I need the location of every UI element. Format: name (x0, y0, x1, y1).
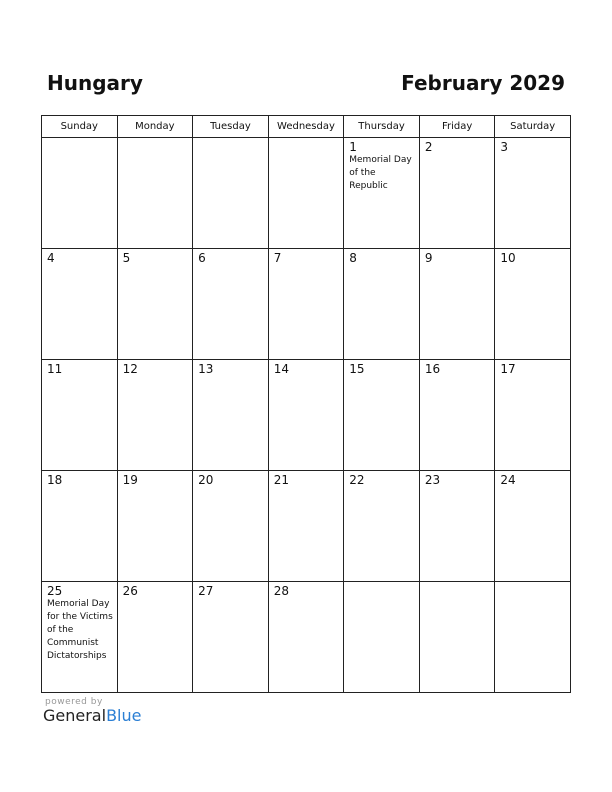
holiday-label: Memorial Day of the Republic (349, 155, 412, 191)
day-number: 4 (47, 251, 55, 265)
calendar-day-cell (495, 360, 571, 471)
calendar-day-cell (495, 471, 571, 582)
day-number: 21 (273, 473, 289, 487)
brand-part-general: General (43, 706, 107, 725)
calendar-day-cell (117, 582, 193, 693)
calendar-day-cell (419, 471, 495, 582)
calendar-day-cell (42, 471, 118, 582)
day-number (420, 582, 495, 584)
calendar-day-cell (193, 360, 269, 471)
calendar-day-cell (495, 582, 571, 693)
day-number: 18 (47, 473, 63, 487)
day-number: 10 (500, 251, 516, 265)
day-number: 11 (47, 362, 63, 376)
weekday-thursday: Thursday (344, 116, 420, 138)
calendar-day-cell (419, 138, 495, 249)
day-number: 23 (424, 473, 441, 487)
powered-by-text: powered by (45, 697, 103, 707)
day-number: 8 (349, 251, 357, 265)
calendar-day-cell (42, 138, 118, 249)
calendar-day-cell (193, 249, 269, 360)
day-number: 9 (424, 251, 433, 265)
day-number: 7 (273, 251, 282, 265)
calendar-day-cell (268, 249, 344, 360)
calendar-week-row (42, 360, 571, 471)
day-number (495, 582, 570, 584)
day-number: 25 (47, 584, 63, 598)
calendar-day-cell (344, 249, 420, 360)
calendar-day-cell (344, 471, 420, 582)
calendar-day-cell (117, 360, 193, 471)
holiday-label: Memorial Day for the Victims of the Communist Dictatorships (47, 599, 113, 661)
day-number: 20 (198, 473, 214, 487)
calendar-day-cell (42, 360, 118, 471)
weekday-saturday: Saturday (495, 116, 571, 138)
footer-branding (43, 697, 141, 725)
day-number: 22 (349, 473, 365, 487)
day-number: 12 (122, 362, 138, 376)
day-number: 13 (198, 362, 214, 376)
day-number: 1 (349, 140, 357, 154)
calendar-day-cell (42, 249, 118, 360)
calendar-day-cell (117, 249, 193, 360)
weekday-tuesday: Tuesday (193, 116, 269, 138)
weekday-sunday: Sunday (42, 116, 118, 138)
day-number (42, 138, 117, 140)
calendar-week-row (42, 471, 571, 582)
calendar-day-cell (193, 471, 269, 582)
calendar-day-cell (268, 582, 344, 693)
calendar-day-cell (42, 582, 118, 693)
weekday-friday: Friday (419, 116, 495, 138)
calendar-day-cell (495, 249, 571, 360)
day-number: 2 (424, 140, 433, 154)
day-number (269, 138, 344, 140)
brand-part-blue: Blue (106, 706, 142, 725)
weekday-wednesday: Wednesday (268, 116, 344, 138)
calendar-day-cell (268, 360, 344, 471)
day-number (344, 582, 419, 584)
calendar-day-cell (344, 138, 420, 249)
calendar-grid (41, 115, 571, 693)
day-number: 19 (122, 473, 138, 487)
calendar-day-cell (268, 138, 344, 249)
day-number (118, 138, 193, 140)
day-number: 5 (122, 251, 131, 265)
calendar-day-cell (495, 138, 571, 249)
calendar-week-row (42, 582, 571, 693)
generalblue-logo[interactable] (43, 706, 141, 725)
calendar-day-cell (268, 471, 344, 582)
calendar-week-row (42, 138, 571, 249)
day-number: 26 (122, 584, 138, 598)
day-number: 24 (500, 473, 516, 487)
day-number: 16 (424, 362, 441, 376)
calendar-week-row (42, 249, 571, 360)
day-number: 17 (500, 362, 516, 376)
calendar-header-month: February 2029 (401, 71, 565, 95)
calendar-header-country: Hungary (47, 71, 143, 95)
calendar-day-cell (344, 582, 420, 693)
day-number (193, 138, 268, 140)
calendar-day-cell (117, 471, 193, 582)
calendar-day-cell (419, 582, 495, 693)
day-number: 14 (273, 362, 289, 376)
day-number: 28 (273, 584, 289, 598)
day-number: 15 (349, 362, 365, 376)
weekday-header-row (42, 116, 571, 138)
calendar-day-cell (193, 582, 269, 693)
day-number: 6 (198, 251, 206, 265)
calendar-day-cell (419, 249, 495, 360)
day-number: 27 (198, 584, 214, 598)
calendar-day-cell (117, 138, 193, 249)
weekday-monday: Monday (117, 116, 193, 138)
calendar-day-cell (419, 360, 495, 471)
calendar-day-cell (344, 360, 420, 471)
calendar-day-cell (193, 138, 269, 249)
day-number: 3 (500, 140, 509, 154)
